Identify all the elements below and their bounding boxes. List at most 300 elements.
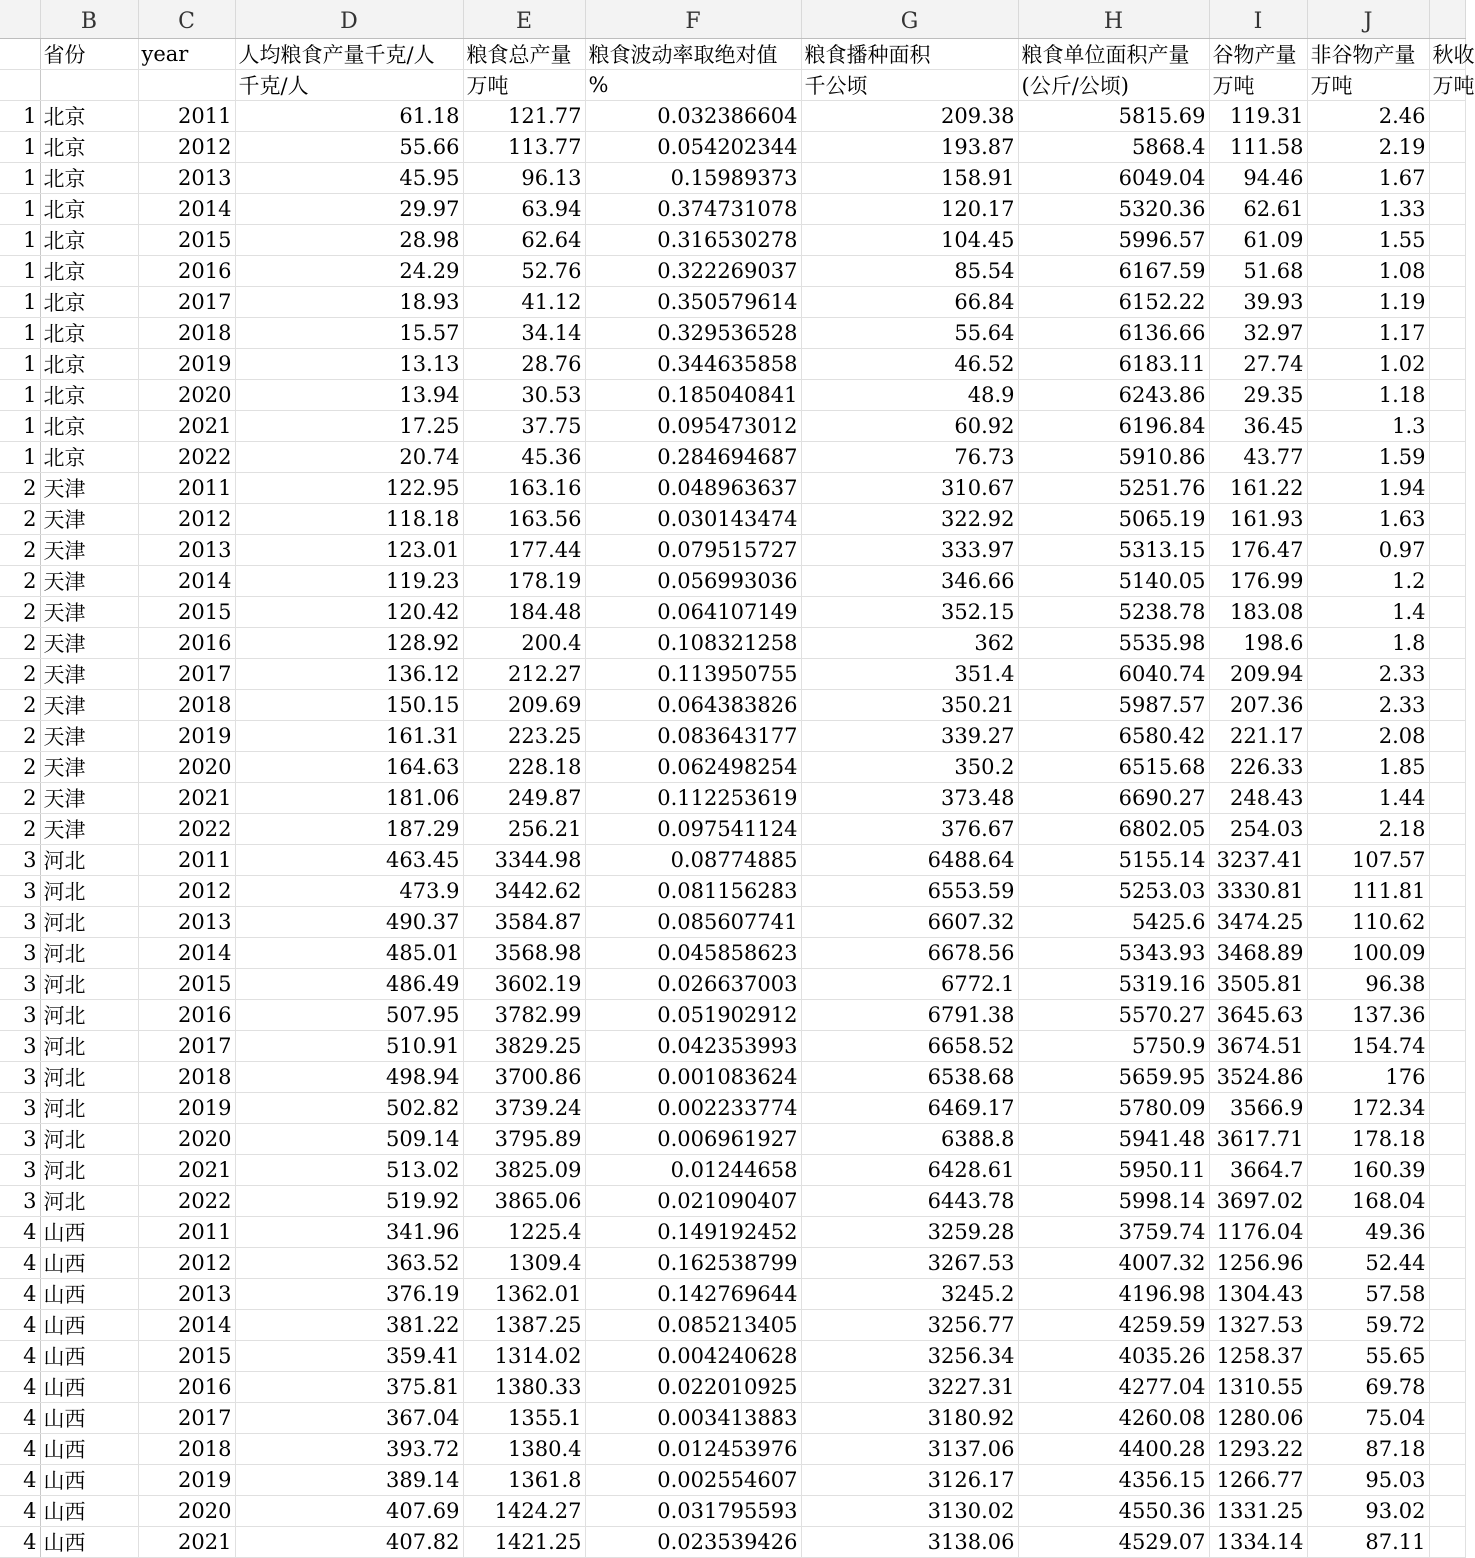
table-cell[interactable]: 4196.98: [1018, 1278, 1209, 1309]
table-cell[interactable]: 3126.17: [801, 1464, 1018, 1495]
table-cell[interactable]: 4: [0, 1433, 40, 1464]
table-cell[interactable]: 河北: [40, 999, 138, 1030]
table-cell[interactable]: 3: [0, 844, 40, 875]
table-cell[interactable]: 天津: [40, 503, 138, 534]
table-cell[interactable]: 6167.59: [1018, 255, 1209, 286]
table-cell[interactable]: 123.01: [235, 534, 463, 565]
table-cell[interactable]: 3584.87: [463, 906, 585, 937]
table-cell[interactable]: 北京: [40, 410, 138, 441]
table-cell[interactable]: 256.21: [463, 813, 585, 844]
table-cell[interactable]: 3825.09: [463, 1154, 585, 1185]
table-cell[interactable]: [1429, 1402, 1465, 1433]
table-cell[interactable]: 341.96: [235, 1216, 463, 1247]
table-cell[interactable]: 333.97: [801, 534, 1018, 565]
table-cell[interactable]: 1.19: [1307, 286, 1429, 317]
table-cell[interactable]: [1429, 1061, 1465, 1092]
table-cell[interactable]: 177.44: [463, 534, 585, 565]
table-cell[interactable]: 3602.19: [463, 968, 585, 999]
table-row[interactable]: [0, 131, 1465, 162]
table-cell[interactable]: 1.08: [1307, 255, 1429, 286]
table-cell[interactable]: 2: [0, 751, 40, 782]
table-cell[interactable]: 天津: [40, 782, 138, 813]
header-cell[interactable]: 粮食波动率取绝对值: [585, 38, 801, 69]
table-cell[interactable]: 5910.86: [1018, 441, 1209, 472]
table-cell[interactable]: 209.69: [463, 689, 585, 720]
table-cell[interactable]: 河北: [40, 1154, 138, 1185]
table-cell[interactable]: 223.25: [463, 720, 585, 751]
table-row[interactable]: [0, 317, 1465, 348]
table-cell[interactable]: 2018: [138, 1433, 235, 1464]
column-letter[interactable]: J: [1307, 0, 1429, 38]
table-cell[interactable]: 4550.36: [1018, 1495, 1209, 1526]
table-cell[interactable]: 6469.17: [801, 1092, 1018, 1123]
table-cell[interactable]: [1429, 906, 1465, 937]
table-cell[interactable]: 118.18: [235, 503, 463, 534]
table-cell[interactable]: 1387.25: [463, 1309, 585, 1340]
table-cell[interactable]: 2020: [138, 1123, 235, 1154]
table-cell[interactable]: 2021: [138, 1526, 235, 1557]
table-cell[interactable]: 0.316530278: [585, 224, 801, 255]
table-cell[interactable]: [1429, 348, 1465, 379]
table-cell[interactable]: 1258.37: [1209, 1340, 1307, 1371]
table-cell[interactable]: 87.18: [1307, 1433, 1429, 1464]
table-cell[interactable]: 2019: [138, 1092, 235, 1123]
table-cell[interactable]: 13.13: [235, 348, 463, 379]
table-cell[interactable]: 天津: [40, 472, 138, 503]
table-cell[interactable]: 山西: [40, 1278, 138, 1309]
table-cell[interactable]: [1429, 100, 1465, 131]
table-cell[interactable]: 0.085607741: [585, 906, 801, 937]
column-letter[interactable]: B: [40, 0, 138, 38]
table-cell[interactable]: 山西: [40, 1402, 138, 1433]
table-cell[interactable]: 52.76: [463, 255, 585, 286]
table-cell[interactable]: 200.4: [463, 627, 585, 658]
table-cell[interactable]: 1380.33: [463, 1371, 585, 1402]
table-row[interactable]: [0, 1061, 1465, 1092]
table-cell[interactable]: 1.17: [1307, 317, 1429, 348]
table-cell[interactable]: 137.36: [1307, 999, 1429, 1030]
table-cell[interactable]: 5140.05: [1018, 565, 1209, 596]
table-cell[interactable]: 2.46: [1307, 100, 1429, 131]
table-cell[interactable]: 119.31: [1209, 100, 1307, 131]
table-cell[interactable]: 57.58: [1307, 1278, 1429, 1309]
table-cell[interactable]: 3524.86: [1209, 1061, 1307, 1092]
table-cell[interactable]: 55.65: [1307, 1340, 1429, 1371]
table-cell[interactable]: 43.77: [1209, 441, 1307, 472]
table-cell[interactable]: 2016: [138, 627, 235, 658]
table-row[interactable]: [0, 720, 1465, 751]
table-cell[interactable]: 100.09: [1307, 937, 1429, 968]
table-cell[interactable]: 111.58: [1209, 131, 1307, 162]
table-row[interactable]: [0, 782, 1465, 813]
table-cell[interactable]: 3: [0, 1123, 40, 1154]
table-cell[interactable]: 0.081156283: [585, 875, 801, 906]
table-cell[interactable]: 6690.27: [1018, 782, 1209, 813]
table-cell[interactable]: [1429, 503, 1465, 534]
table-cell[interactable]: 山西: [40, 1371, 138, 1402]
table-cell[interactable]: 3: [0, 1061, 40, 1092]
table-cell[interactable]: 4: [0, 1371, 40, 1402]
table-cell[interactable]: 天津: [40, 534, 138, 565]
table-cell[interactable]: 1304.43: [1209, 1278, 1307, 1309]
table-cell[interactable]: 228.18: [463, 751, 585, 782]
table-cell[interactable]: 0.051902912: [585, 999, 801, 1030]
table-cell[interactable]: 226.33: [1209, 751, 1307, 782]
table-cell[interactable]: 490.37: [235, 906, 463, 937]
table-cell[interactable]: 河北: [40, 1030, 138, 1061]
table-cell[interactable]: 161.22: [1209, 472, 1307, 503]
table-cell[interactable]: [1429, 1030, 1465, 1061]
table-cell[interactable]: [1429, 844, 1465, 875]
table-cell[interactable]: 0.374731078: [585, 193, 801, 224]
table-cell[interactable]: [1429, 1154, 1465, 1185]
table-cell[interactable]: 66.84: [801, 286, 1018, 317]
table-row[interactable]: [0, 658, 1465, 689]
table-cell[interactable]: 2011: [138, 100, 235, 131]
table-cell[interactable]: 346.66: [801, 565, 1018, 596]
table-cell[interactable]: 30.53: [463, 379, 585, 410]
table-cell[interactable]: 山西: [40, 1433, 138, 1464]
table-row[interactable]: [0, 1495, 1465, 1526]
table-cell[interactable]: 60.92: [801, 410, 1018, 441]
table-row[interactable]: [0, 286, 1465, 317]
table-cell[interactable]: 1: [0, 224, 40, 255]
header-cell[interactable]: 万吨: [1429, 69, 1465, 100]
table-cell[interactable]: 0.003413883: [585, 1402, 801, 1433]
table-cell[interactable]: 1256.96: [1209, 1247, 1307, 1278]
table-cell[interactable]: 山西: [40, 1495, 138, 1526]
table-cell[interactable]: 0.045858623: [585, 937, 801, 968]
table-cell[interactable]: [1429, 255, 1465, 286]
table-cell[interactable]: 2: [0, 565, 40, 596]
table-cell[interactable]: 121.77: [463, 100, 585, 131]
table-cell[interactable]: 6040.74: [1018, 658, 1209, 689]
table-cell[interactable]: 0.048963637: [585, 472, 801, 503]
table-cell[interactable]: 87.11: [1307, 1526, 1429, 1557]
table-cell[interactable]: 2022: [138, 813, 235, 844]
table-cell[interactable]: [1429, 1464, 1465, 1495]
table-cell[interactable]: 2011: [138, 472, 235, 503]
header-cell[interactable]: %: [585, 69, 801, 100]
table-cell[interactable]: 2: [0, 658, 40, 689]
table-cell[interactable]: 176: [1307, 1061, 1429, 1092]
table-cell[interactable]: 362: [801, 627, 1018, 658]
table-cell[interactable]: 3: [0, 968, 40, 999]
table-cell[interactable]: 1309.4: [463, 1247, 585, 1278]
table-cell[interactable]: 1.8: [1307, 627, 1429, 658]
table-cell[interactable]: 1.59: [1307, 441, 1429, 472]
table-cell[interactable]: 北京: [40, 193, 138, 224]
table-cell[interactable]: 59.72: [1307, 1309, 1429, 1340]
table-cell[interactable]: 209.94: [1209, 658, 1307, 689]
header-cell[interactable]: 千克/人: [235, 69, 463, 100]
table-cell[interactable]: 2.19: [1307, 131, 1429, 162]
table-cell[interactable]: 485.01: [235, 937, 463, 968]
table-cell[interactable]: 6136.66: [1018, 317, 1209, 348]
table-cell[interactable]: 359.41: [235, 1340, 463, 1371]
table-cell[interactable]: 4400.28: [1018, 1433, 1209, 1464]
table-cell[interactable]: 473.9: [235, 875, 463, 906]
table-cell[interactable]: 2013: [138, 534, 235, 565]
table-cell[interactable]: 1.4: [1307, 596, 1429, 627]
table-cell[interactable]: 122.95: [235, 472, 463, 503]
table-row[interactable]: [0, 472, 1465, 503]
table-cell[interactable]: 6658.52: [801, 1030, 1018, 1061]
table-cell[interactable]: [1429, 472, 1465, 503]
table-cell[interactable]: 0.054202344: [585, 131, 801, 162]
table-cell[interactable]: 0.031795593: [585, 1495, 801, 1526]
table-cell[interactable]: 1: [0, 348, 40, 379]
table-cell[interactable]: 5815.69: [1018, 100, 1209, 131]
table-cell[interactable]: 61.09: [1209, 224, 1307, 255]
table-cell[interactable]: 249.87: [463, 782, 585, 813]
table-cell[interactable]: 4: [0, 1216, 40, 1247]
table-cell[interactable]: 158.91: [801, 162, 1018, 193]
table-cell[interactable]: 160.39: [1307, 1154, 1429, 1185]
table-cell[interactable]: 161.31: [235, 720, 463, 751]
table-cell[interactable]: 381.22: [235, 1309, 463, 1340]
table-cell[interactable]: 4: [0, 1247, 40, 1278]
table-cell[interactable]: 3: [0, 1185, 40, 1216]
table-cell[interactable]: 0.085213405: [585, 1309, 801, 1340]
table-cell[interactable]: 1362.01: [463, 1278, 585, 1309]
table-cell[interactable]: 5319.16: [1018, 968, 1209, 999]
table-cell[interactable]: 6243.86: [1018, 379, 1209, 410]
table-cell[interactable]: 4: [0, 1526, 40, 1557]
table-cell[interactable]: 1: [0, 193, 40, 224]
table-cell[interactable]: 山西: [40, 1216, 138, 1247]
table-row[interactable]: [0, 255, 1465, 286]
table-cell[interactable]: 0.112253619: [585, 782, 801, 813]
table-row[interactable]: [0, 999, 1465, 1030]
table-cell[interactable]: [1429, 627, 1465, 658]
table-cell[interactable]: 3697.02: [1209, 1185, 1307, 1216]
table-row[interactable]: [0, 534, 1465, 565]
table-cell[interactable]: 1.3: [1307, 410, 1429, 441]
table-cell[interactable]: 6049.04: [1018, 162, 1209, 193]
table-cell[interactable]: 4: [0, 1464, 40, 1495]
table-cell[interactable]: 2011: [138, 844, 235, 875]
table-cell[interactable]: 248.43: [1209, 782, 1307, 813]
table-cell[interactable]: 2017: [138, 1030, 235, 1061]
table-cell[interactable]: 天津: [40, 813, 138, 844]
table-cell[interactable]: 1.85: [1307, 751, 1429, 782]
table-cell[interactable]: [1429, 720, 1465, 751]
table-cell[interactable]: 3739.24: [463, 1092, 585, 1123]
table-cell[interactable]: 6553.59: [801, 875, 1018, 906]
table-cell[interactable]: 36.45: [1209, 410, 1307, 441]
table-cell[interactable]: 209.38: [801, 100, 1018, 131]
table-cell[interactable]: 3617.71: [1209, 1123, 1307, 1154]
header-cell[interactable]: [40, 69, 138, 100]
table-row[interactable]: [0, 937, 1465, 968]
table-cell[interactable]: 0.344635858: [585, 348, 801, 379]
table-cell[interactable]: 519.92: [235, 1185, 463, 1216]
table-cell[interactable]: 2021: [138, 1154, 235, 1185]
table-cell[interactable]: 0.023539426: [585, 1526, 801, 1557]
table-cell[interactable]: 2017: [138, 1402, 235, 1433]
table-cell[interactable]: 3: [0, 875, 40, 906]
table-cell[interactable]: 120.42: [235, 596, 463, 627]
table-cell[interactable]: 5780.09: [1018, 1092, 1209, 1123]
table-cell[interactable]: 3645.63: [1209, 999, 1307, 1030]
header-cell[interactable]: 万吨: [1307, 69, 1429, 100]
column-letter[interactable]: D: [235, 0, 463, 38]
table-cell[interactable]: 486.49: [235, 968, 463, 999]
table-cell[interactable]: 2020: [138, 751, 235, 782]
table-cell[interactable]: 4007.32: [1018, 1247, 1209, 1278]
table-cell[interactable]: 17.25: [235, 410, 463, 441]
table-row[interactable]: [0, 441, 1465, 472]
table-cell[interactable]: 96.13: [463, 162, 585, 193]
table-row[interactable]: [0, 1216, 1465, 1247]
table-cell[interactable]: 509.14: [235, 1123, 463, 1154]
table-cell[interactable]: 0.097541124: [585, 813, 801, 844]
table-cell[interactable]: 6196.84: [1018, 410, 1209, 441]
table-cell[interactable]: 3505.81: [1209, 968, 1307, 999]
table-cell[interactable]: [1429, 999, 1465, 1030]
table-cell[interactable]: 184.48: [463, 596, 585, 627]
column-letter[interactable]: F: [585, 0, 801, 38]
table-cell[interactable]: 5065.19: [1018, 503, 1209, 534]
header-cell[interactable]: 万吨: [1209, 69, 1307, 100]
table-cell[interactable]: 61.18: [235, 100, 463, 131]
table-cell[interactable]: 207.36: [1209, 689, 1307, 720]
table-cell[interactable]: 310.67: [801, 472, 1018, 503]
table-cell[interactable]: 181.06: [235, 782, 463, 813]
table-cell[interactable]: 510.91: [235, 1030, 463, 1061]
table-cell[interactable]: 376.19: [235, 1278, 463, 1309]
table-cell[interactable]: 3180.92: [801, 1402, 1018, 1433]
table-cell[interactable]: 5750.9: [1018, 1030, 1209, 1061]
table-cell[interactable]: 0.108321258: [585, 627, 801, 658]
table-cell[interactable]: 6152.22: [1018, 286, 1209, 317]
table-cell[interactable]: 45.36: [463, 441, 585, 472]
table-cell[interactable]: 1: [0, 410, 40, 441]
table-cell[interactable]: 2: [0, 782, 40, 813]
header-cell[interactable]: 秋收: [1429, 38, 1465, 69]
table-cell[interactable]: 96.38: [1307, 968, 1429, 999]
table-cell[interactable]: 0.08774885: [585, 844, 801, 875]
table-row[interactable]: [0, 813, 1465, 844]
table-cell[interactable]: [1429, 689, 1465, 720]
table-cell[interactable]: 6678.56: [801, 937, 1018, 968]
table-cell[interactable]: 164.63: [235, 751, 463, 782]
table-cell[interactable]: 0.064383826: [585, 689, 801, 720]
table-cell[interactable]: 3568.98: [463, 937, 585, 968]
table-cell[interactable]: 6428.61: [801, 1154, 1018, 1185]
table-cell[interactable]: [1429, 875, 1465, 906]
table-cell[interactable]: 49.36: [1307, 1216, 1429, 1247]
table-cell[interactable]: 河北: [40, 844, 138, 875]
table-cell[interactable]: 1: [0, 286, 40, 317]
table-cell[interactable]: 4529.07: [1018, 1526, 1209, 1557]
table-cell[interactable]: 山西: [40, 1247, 138, 1278]
table-cell[interactable]: 498.94: [235, 1061, 463, 1092]
table-cell[interactable]: 2019: [138, 348, 235, 379]
table-cell[interactable]: 2019: [138, 720, 235, 751]
table-cell[interactable]: 0.056993036: [585, 565, 801, 596]
table-cell[interactable]: 2014: [138, 193, 235, 224]
table-cell[interactable]: 1225.4: [463, 1216, 585, 1247]
column-letter[interactable]: I: [1209, 0, 1307, 38]
table-cell[interactable]: 4: [0, 1495, 40, 1526]
table-cell[interactable]: 2013: [138, 1278, 235, 1309]
table-cell[interactable]: 北京: [40, 224, 138, 255]
table-cell[interactable]: 4259.59: [1018, 1309, 1209, 1340]
table-cell[interactable]: [1429, 534, 1465, 565]
table-cell[interactable]: 389.14: [235, 1464, 463, 1495]
table-cell[interactable]: [1429, 1309, 1465, 1340]
table-cell[interactable]: 0.012453976: [585, 1433, 801, 1464]
table-cell[interactable]: 3700.86: [463, 1061, 585, 1092]
table-cell[interactable]: 339.27: [801, 720, 1018, 751]
table-cell[interactable]: 62.61: [1209, 193, 1307, 224]
table-cell[interactable]: 3138.06: [801, 1526, 1018, 1557]
table-row[interactable]: [0, 162, 1465, 193]
table-cell[interactable]: [1429, 131, 1465, 162]
table-cell[interactable]: 0.322269037: [585, 255, 801, 286]
header-cell[interactable]: 粮食播种面积: [801, 38, 1018, 69]
table-cell[interactable]: 0.142769644: [585, 1278, 801, 1309]
table-cell[interactable]: 3442.62: [463, 875, 585, 906]
table-cell[interactable]: 85.54: [801, 255, 1018, 286]
table-row[interactable]: [0, 844, 1465, 875]
table-cell[interactable]: 2.18: [1307, 813, 1429, 844]
table-cell[interactable]: 163.16: [463, 472, 585, 503]
table-cell[interactable]: 0.032386604: [585, 100, 801, 131]
table-cell[interactable]: 3: [0, 999, 40, 1030]
table-cell[interactable]: 0.002554607: [585, 1464, 801, 1495]
table-row[interactable]: [0, 1526, 1465, 1557]
table-cell[interactable]: 350.21: [801, 689, 1018, 720]
table-cell[interactable]: [1429, 596, 1465, 627]
table-cell[interactable]: [1429, 1278, 1465, 1309]
table-cell[interactable]: 2015: [138, 1340, 235, 1371]
table-cell[interactable]: 北京: [40, 317, 138, 348]
table-cell[interactable]: 113.77: [463, 131, 585, 162]
table-cell[interactable]: 0.002233774: [585, 1092, 801, 1123]
table-cell[interactable]: 天津: [40, 720, 138, 751]
table-cell[interactable]: 山西: [40, 1309, 138, 1340]
table-cell[interactable]: 51.68: [1209, 255, 1307, 286]
table-cell[interactable]: 1: [0, 255, 40, 286]
table-cell[interactable]: 4: [0, 1402, 40, 1433]
table-cell[interactable]: 2012: [138, 875, 235, 906]
table-cell[interactable]: 6791.38: [801, 999, 1018, 1030]
table-cell[interactable]: [1429, 317, 1465, 348]
table-cell[interactable]: 373.48: [801, 782, 1018, 813]
table-cell[interactable]: 0.064107149: [585, 596, 801, 627]
table-cell[interactable]: 0.329536528: [585, 317, 801, 348]
table-cell[interactable]: 0.004240628: [585, 1340, 801, 1371]
table-cell[interactable]: 2.08: [1307, 720, 1429, 751]
table-cell[interactable]: 1331.25: [1209, 1495, 1307, 1526]
table-cell[interactable]: 5868.4: [1018, 131, 1209, 162]
table-cell[interactable]: 18.93: [235, 286, 463, 317]
table-cell[interactable]: 94.46: [1209, 162, 1307, 193]
table-cell[interactable]: 5535.98: [1018, 627, 1209, 658]
table-row[interactable]: [0, 596, 1465, 627]
table-cell[interactable]: 山西: [40, 1340, 138, 1371]
table-cell[interactable]: 1361.8: [463, 1464, 585, 1495]
table-cell[interactable]: 28.76: [463, 348, 585, 379]
table-cell[interactable]: 46.52: [801, 348, 1018, 379]
table-cell[interactable]: 河北: [40, 1092, 138, 1123]
table-cell[interactable]: [1429, 224, 1465, 255]
table-cell[interactable]: 6388.8: [801, 1123, 1018, 1154]
table-cell[interactable]: 1327.53: [1209, 1309, 1307, 1340]
